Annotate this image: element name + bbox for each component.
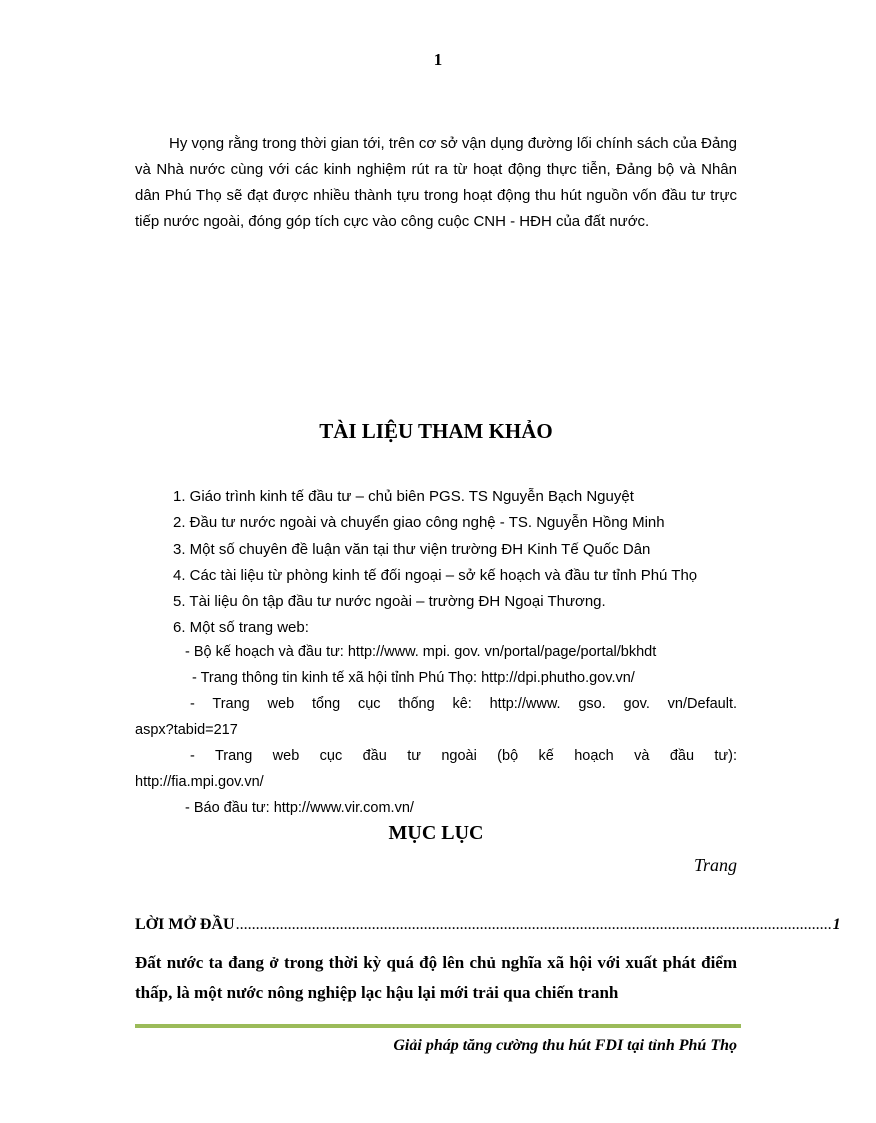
intro-paragraph: Hy vọng rằng trong thời gian tới, trên cơ sở vận dụng đường lối chính sách của Đảng và Nhà nước cùng với các kinh nghiệm rút ra từ hoạt động thực tiễn, Đảng bộ và Nhân dân Phú Thọ sẽ đạt được nhiều thành tựu trong hoạt động thu hút nguồn vốn đầu tư trực tiếp nước ngoài, đóng góp tích cực vào công cuộc CNH - HĐH của đất nước.	[135, 135, 737, 230]
website-mpi: - Bộ kế hoạch và đầu tư: http://www. mpi. gov. vn/portal/page/portal/bkhdt	[185, 644, 657, 660]
website-fia: - Trang web cục đầu tư ngoài (bộ kế hoạch và đầu tư):	[190, 748, 737, 764]
toc-entry-page: 1	[832, 916, 841, 933]
toc-entry-label: LỜI MỞ ĐẦU	[135, 916, 235, 933]
reference-item-2: 2. Đầu tư nước ngoài và chuyển giao công nghệ - TS. Nguyễn Hồng Minh	[173, 514, 665, 532]
website-vir: - Báo đầu tư: http://www.vir.com.vn/	[185, 800, 414, 816]
reference-item-4: 4. Các tài liệu từ phòng kinh tế đối ngoại – sở kế hoạch và đầu tư tỉnh Phú Thọ	[173, 566, 698, 584]
website-dpi-phutho: - Trang thông tin kinh tế xã hội tỉnh Phú Thọ: http://dpi.phutho.gov.vn/	[192, 670, 635, 686]
reference-item-1: 1. Giáo trình kinh tế đầu tư – chủ biên PGS. TS Nguyễn Bạch Nguyệt	[173, 488, 634, 505]
website-gso-cont: aspx?tabid=217	[135, 722, 238, 738]
reference-item-6: 6. Một số trang web:	[173, 619, 309, 637]
footer-title: Giải pháp tăng cường thu hút FDI tại tỉnh Phú Thọ	[393, 1037, 737, 1054]
website-list	[135, 639, 737, 821]
toc-body-text: Đất nước ta đang ở trong thời kỳ quá độ lên chủ nghĩa xã hội với xuất phát điểm thấp, là một nước nông nghiệp lạc hậu lại mới trải qua chiến tranh	[135, 953, 737, 1002]
footer-rule	[135, 1024, 741, 1028]
references-list	[173, 484, 697, 642]
toc-title: MỤC LỤC	[388, 822, 484, 844]
reference-item-3: 3. Một số chuyên đề luận văn tại thư viện trường ĐH Kinh Tế Quốc Dân	[173, 540, 651, 558]
reference-item-5: 5. Tài liệu ôn tập đầu tư nước ngoài – trường ĐH Ngoại Thương.	[173, 593, 606, 611]
website-fia-cont: http://fia.mpi.gov.vn/	[135, 774, 264, 790]
page-number: 1	[433, 50, 443, 69]
toc-entry	[135, 916, 841, 934]
website-gso: - Trang web tổng cục thống kê: http://www. gso. gov. vn/Default.	[190, 696, 737, 712]
toc-entry-leader: .....................................................................................................................................................	[235, 916, 832, 933]
references-title: TÀI LIỆU THAM KHẢO	[319, 419, 553, 443]
toc-page-label: Trang	[693, 855, 737, 875]
